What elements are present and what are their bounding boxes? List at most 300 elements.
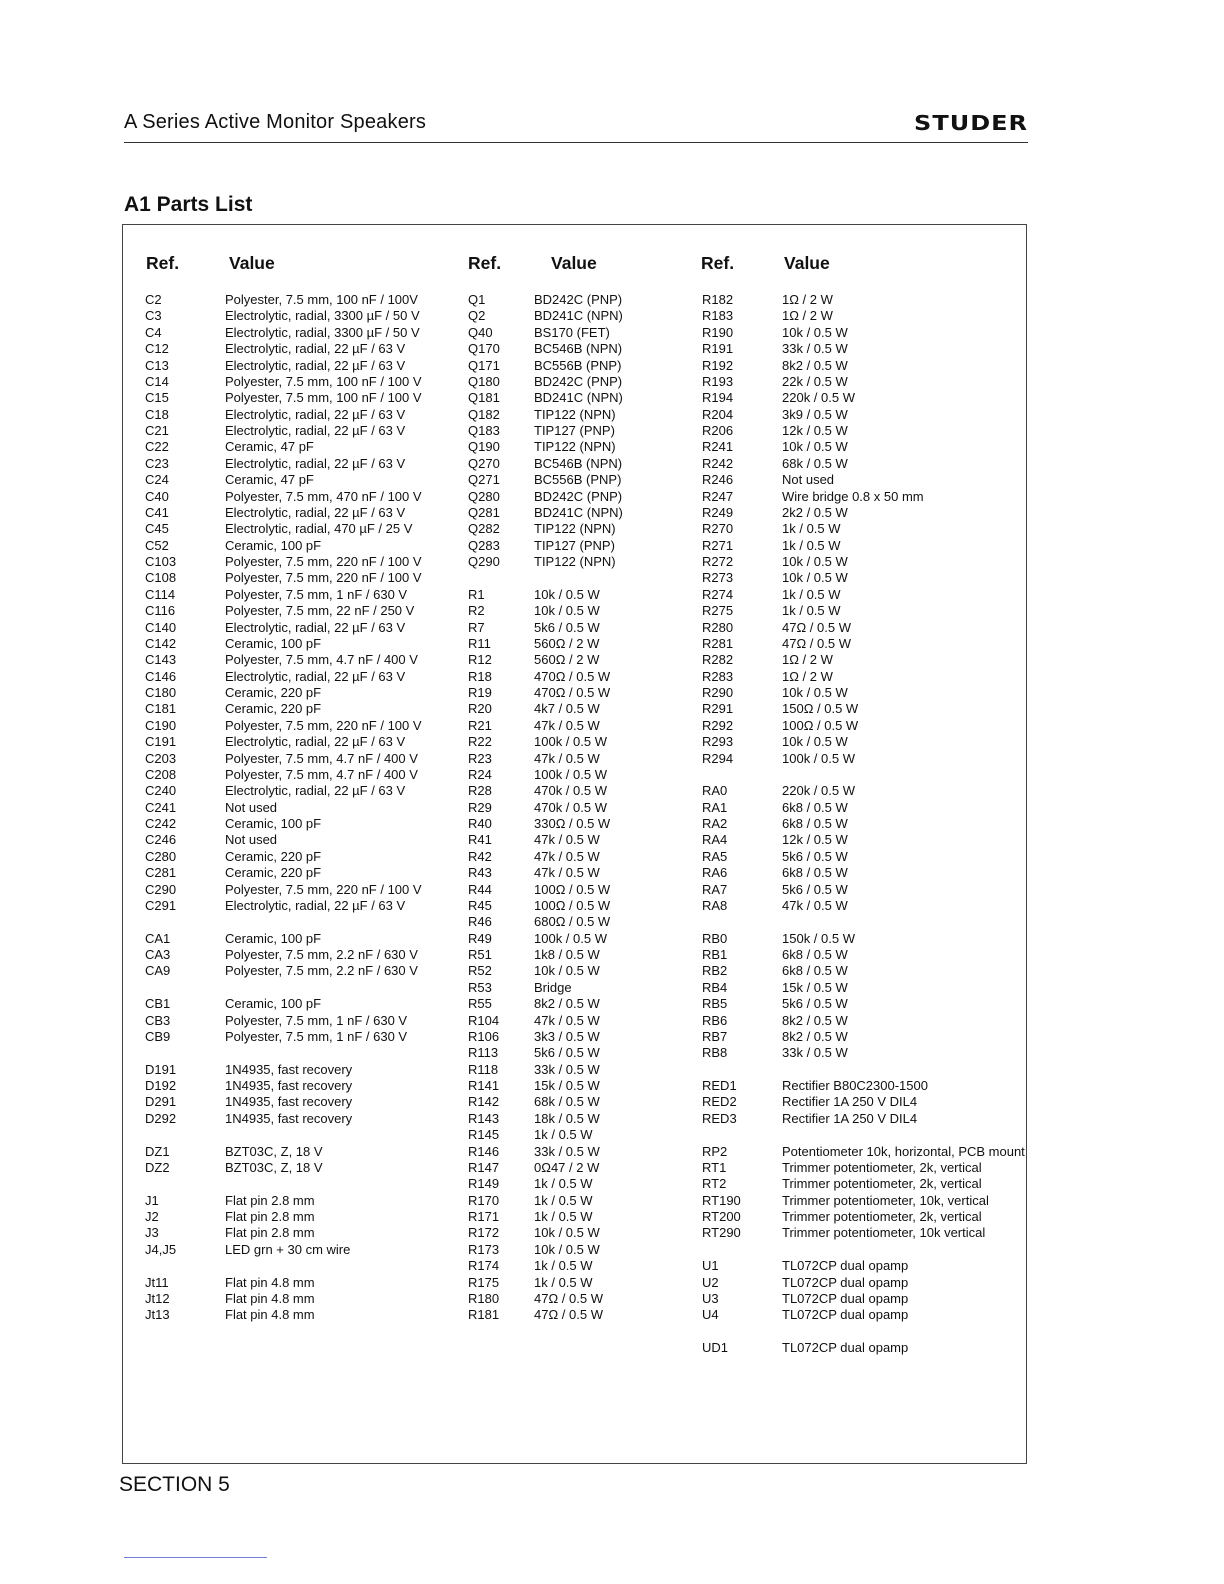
list-item [468,1144,693,1160]
part-ref: R146 [468,1143,500,1159]
part-value: Not used [225,832,278,848]
part-value: Electrolytic, radial, 22 µF / 63 V [225,455,406,471]
part-value: 680Ω / 0.5 W [534,914,611,930]
part-value: Polyester, 7.5 mm, 100 nF / 100 V [225,373,422,389]
list-item [145,685,455,701]
part-ref: UD1 [702,1340,729,1355]
list-item [702,472,1022,488]
part-ref: RT200 [702,1209,741,1224]
part-value: 5k6 / 0.5 W [534,1045,600,1061]
part-ref: RB2 [702,963,728,979]
list-item [145,767,455,783]
list-item [145,456,455,472]
part-ref: Q181 [468,390,500,406]
part-value: Flat pin 4.8 mm [225,1290,315,1306]
part-value: Electrolytic, radial, 22 µF / 63 V [225,423,406,438]
list-item [468,1029,693,1045]
list-item [145,1045,455,1061]
part-ref: R246 [702,472,734,488]
part-value: 10k / 0.5 W [782,324,848,340]
list-item [702,374,1022,390]
part-ref: C45 [145,521,169,537]
part-value: Ceramic, 100 pF [225,996,322,1012]
list-item [702,636,1022,652]
column-header-value-3: Value [784,253,830,273]
part-ref: R41 [468,832,492,848]
part-ref: C13 [145,357,169,373]
part-ref: R204 [702,406,734,422]
part-value: 10k / 0.5 W [782,554,848,569]
list-item [702,456,1022,472]
list-item [145,1258,455,1274]
list-item [468,800,693,816]
list-item [468,947,693,963]
part-value: 1Ω / 2 W [782,292,833,307]
list-item [468,423,693,439]
part-ref: C190 [145,717,177,733]
document-header-title: A Series Active Monitor Speakers [124,111,427,133]
part-ref: C142 [145,635,177,651]
part-ref: R173 [468,1241,500,1257]
list-item [702,505,1022,521]
part-value: 560Ω / 2 W [534,652,600,668]
parts-column-1 [145,292,455,1324]
part-value: Electrolytic, radial, 22 µF / 63 V [225,357,406,373]
list-item [702,1160,1022,1176]
part-value: 47k / 0.5 W [534,1012,600,1028]
part-value: 47k / 0.5 W [782,897,848,913]
part-value: TIP122 (NPN) [534,406,616,422]
list-item [468,882,693,898]
part-ref: R12 [468,652,492,668]
part-ref: R2 [468,603,485,619]
part-value: 15k / 0.5 W [534,1078,600,1093]
list-item [702,1275,1022,1291]
part-value: Electrolytic, radial, 22 µF / 63 V [225,341,406,357]
part-value: 1Ω / 2 W [782,652,833,668]
part-value: 1k8 / 0.5 W [534,947,600,962]
list-item [145,554,455,570]
part-value: Flat pin 2.8 mm [225,1209,315,1224]
part-ref: CB1 [145,996,171,1012]
part-value: Trimmer potentiometer, 10k vertical [782,1225,986,1241]
part-ref: C241 [145,799,177,815]
part-ref: R106 [468,1028,500,1044]
part-ref: R49 [468,930,492,946]
part-ref: R290 [702,685,734,700]
list-item [702,341,1022,357]
part-value: Polyester, 7.5 mm, 4.7 nF / 400 V [225,652,418,668]
list-item [468,1209,693,1225]
part-ref: Q270 [468,455,500,471]
part-ref: DZ1 [145,1143,170,1159]
part-value: 47Ω / 0.5 W [534,1307,603,1323]
part-value: Trimmer potentiometer, 2k, vertical [782,1176,982,1192]
part-value: TL072CP dual opamp [782,1258,909,1274]
part-value: 12k / 0.5 W [782,832,848,848]
part-value: 5k6 / 0.5 W [782,996,848,1012]
part-value: TIP127 (PNP) [534,423,615,438]
list-item [702,1094,1022,1110]
part-ref: D292 [145,1110,177,1126]
list-item [702,685,1022,701]
part-ref: C280 [145,848,177,864]
part-value: Polyester, 7.5 mm, 1 nF / 630 V [225,1012,408,1028]
part-ref: RB7 [702,1028,728,1044]
part-ref: Jt13 [145,1307,170,1323]
list-item [702,358,1022,374]
list-item [702,980,1022,996]
list-item [702,996,1022,1012]
part-value: Bridge [534,979,572,995]
part-value: Polyester, 7.5 mm, 470 nF / 100 V [225,488,422,504]
part-ref: RED2 [702,1094,737,1110]
part-value: 10k / 0.5 W [534,603,600,619]
part-value: 47k / 0.5 W [534,717,600,733]
part-value: 47Ω / 0.5 W [782,619,851,635]
part-value: BD242C (PNP) [534,373,623,389]
part-value: 330Ω / 0.5 W [534,816,611,831]
list-item [468,570,693,586]
part-value: Not used [225,799,278,815]
list-item [702,587,1022,603]
part-ref: RA6 [702,865,728,881]
part-value: Trimmer potentiometer, 2k, vertical [782,1209,982,1224]
list-item [468,587,693,603]
part-ref: C23 [145,455,169,471]
part-ref: RED3 [702,1110,737,1126]
part-value: 470Ω / 0.5 W [534,668,611,684]
list-item [702,538,1022,554]
part-ref: R275 [702,603,734,619]
part-value: Polyester, 7.5 mm, 2.2 nF / 630 V [225,947,418,962]
list-item [702,1209,1022,1225]
part-ref: C291 [145,897,177,913]
part-value: Potentiometer 10k, horizontal, PCB mount [782,1143,1025,1159]
part-ref: J3 [145,1225,159,1241]
list-item [702,783,1022,799]
part-ref: R293 [702,734,734,750]
part-ref: R194 [702,390,734,406]
part-value: 220k / 0.5 W [782,390,855,406]
list-item [468,1078,693,1094]
part-value: 100k / 0.5 W [534,734,607,750]
list-item [702,570,1022,586]
part-value: 10k / 0.5 W [534,586,600,602]
part-value: Flat pin 4.8 mm [225,1307,315,1323]
list-item [702,1324,1022,1340]
list-item [145,570,455,586]
list-item [468,898,693,914]
part-ref: RA8 [702,897,728,913]
part-value: Polyester, 7.5 mm, 220 nF / 100 V [225,881,422,897]
part-value: BC546B (NPN) [534,455,623,471]
part-value: 68k / 0.5 W [782,455,848,471]
list-item [468,1291,693,1307]
list-item [702,865,1022,881]
part-value: 22k / 0.5 W [782,373,848,389]
part-value: TIP122 (NPN) [534,554,616,569]
part-value: 10k / 0.5 W [534,1225,600,1241]
part-ref: C246 [145,832,177,848]
part-value: 1k / 0.5 W [534,1274,593,1290]
part-value: 1k / 0.5 W [782,521,841,537]
list-item [145,1144,455,1160]
list-item [145,947,455,963]
list-item [468,996,693,1012]
part-ref: R141 [468,1078,500,1093]
list-item [468,538,693,554]
part-ref: C191 [145,734,177,750]
part-ref: C103 [145,554,177,569]
list-item [468,1193,693,1209]
column-header-ref-1: Ref. [146,253,180,273]
list-item [145,292,455,308]
list-item [145,1127,455,1143]
list-item [702,1111,1022,1127]
part-value: 47k / 0.5 W [534,750,600,766]
part-value: 8k2 / 0.5 W [782,1012,848,1028]
part-value: 33k / 0.5 W [534,1061,600,1077]
part-ref: C181 [145,701,177,717]
list-item [702,1258,1022,1274]
part-value: 470Ω / 0.5 W [534,685,611,700]
list-item [702,800,1022,816]
part-value: 10k / 0.5 W [782,570,848,586]
list-item [145,701,455,717]
part-value: 1k / 0.5 W [534,1192,593,1208]
part-value: Electrolytic, radial, 22 µF / 63 V [225,734,406,750]
list-item [702,832,1022,848]
part-value: 150Ω / 0.5 W [782,701,859,717]
part-value: 1k / 0.5 W [534,1258,593,1274]
part-ref: RA1 [702,799,728,815]
list-item [702,1225,1022,1241]
list-item [702,1291,1022,1307]
list-item [145,734,455,750]
list-item [468,636,693,652]
part-value: 150k / 0.5 W [782,930,855,946]
part-ref: R181 [468,1307,500,1323]
part-value: Electrolytic, radial, 22 µF / 63 V [225,783,406,799]
list-item [702,439,1022,455]
list-item [468,1160,693,1176]
part-ref: Q282 [468,521,500,537]
part-ref: C140 [145,619,177,635]
list-item [702,292,1022,308]
part-ref: U1 [702,1258,719,1274]
part-ref: R271 [702,537,734,553]
list-item [702,914,1022,930]
part-ref: D192 [145,1078,177,1093]
list-item [702,1078,1022,1094]
list-item [468,325,693,341]
part-ref: C180 [145,685,177,700]
part-ref: C52 [145,537,169,553]
part-ref: Q280 [468,488,500,504]
list-item [468,963,693,979]
part-ref: R104 [468,1012,500,1028]
list-item [468,1275,693,1291]
part-value: 1k / 0.5 W [534,1176,593,1192]
part-value: BZT03C, Z, 18 V [225,1143,323,1159]
list-item [145,587,455,603]
list-item [145,1062,455,1078]
list-item [468,685,693,701]
part-value: Wire bridge 0.8 x 50 mm [782,488,924,504]
list-item [468,505,693,521]
list-item [468,374,693,390]
list-item [145,669,455,685]
part-value: Polyester, 7.5 mm, 220 nF / 100 V [225,717,422,733]
list-item [145,472,455,488]
part-ref: R149 [468,1176,500,1192]
part-ref: R147 [468,1159,500,1175]
part-ref: Q271 [468,472,500,488]
part-ref: C24 [145,472,169,488]
part-ref: RB4 [702,979,728,995]
part-value: 220k / 0.5 W [782,783,855,799]
part-ref: C146 [145,668,177,684]
part-ref: R182 [702,292,734,307]
part-ref: Q171 [468,357,500,373]
part-value: 100k / 0.5 W [534,930,607,946]
part-ref: RA7 [702,881,728,897]
part-ref: RA5 [702,848,728,864]
part-value: Polyester, 7.5 mm, 2.2 nF / 630 V [225,963,418,979]
list-item [702,931,1022,947]
part-value: 3k3 / 0.5 W [534,1028,600,1044]
list-item [145,800,455,816]
part-ref: RB8 [702,1045,728,1061]
section-heading: A1 Parts List [124,193,253,216]
list-item [702,767,1022,783]
list-item [702,898,1022,914]
part-value: TL072CP dual opamp [782,1290,909,1306]
part-value: TIP127 (PNP) [534,537,615,553]
part-value: LED grn + 30 cm wire [225,1241,351,1257]
list-item [702,963,1022,979]
part-ref: CB9 [145,1028,171,1044]
part-value: Electrolytic, radial, 22 µF / 63 V [225,406,406,422]
part-value: 12k / 0.5 W [782,423,848,438]
list-item [468,865,693,881]
part-value: 10k / 0.5 W [782,685,848,700]
list-item [145,1029,455,1045]
list-item [702,1176,1022,1192]
list-item [702,816,1022,832]
part-value: 5k6 / 0.5 W [782,881,848,897]
list-item [702,669,1022,685]
part-value: Ceramic, 47 pF [225,472,314,488]
list-item [468,603,693,619]
part-ref: R19 [468,685,492,700]
part-ref: Q40 [468,324,493,340]
part-value: 10k / 0.5 W [782,439,848,455]
list-item [468,1242,693,1258]
list-item [702,390,1022,406]
part-ref: C108 [145,570,177,586]
list-item [702,1242,1022,1258]
part-value: Polyester, 7.5 mm, 1 nF / 630 V [225,1028,408,1044]
part-value: BC546B (NPN) [534,341,623,357]
list-item [145,423,455,439]
part-value: Ceramic, 220 pF [225,848,322,864]
list-item [702,701,1022,717]
part-value: 47Ω / 0.5 W [534,1290,603,1306]
part-ref: R23 [468,750,492,766]
part-value: 18k / 0.5 W [534,1110,600,1126]
list-item [468,980,693,996]
part-ref: C281 [145,865,177,881]
part-value: Rectifier 1A 250 V DIL4 [782,1094,918,1110]
list-item [145,325,455,341]
list-item [145,1242,455,1258]
list-item [145,489,455,505]
part-value: BZT03C, Z, 18 V [225,1159,323,1175]
list-item [145,636,455,652]
list-item [702,521,1022,537]
part-ref: R183 [702,308,734,324]
list-item [145,1209,455,1225]
part-value: TL072CP dual opamp [782,1274,909,1290]
list-item [468,849,693,865]
part-ref: CA1 [145,930,171,946]
list-item [468,472,693,488]
part-ref: CB3 [145,1012,171,1028]
part-ref: R247 [702,488,734,504]
part-ref: R44 [468,881,492,897]
list-item [468,1176,693,1192]
part-value: 68k / 0.5 W [534,1094,600,1110]
part-ref: RED1 [702,1078,737,1093]
part-ref: DZ2 [145,1159,170,1175]
part-value: 15k / 0.5 W [782,979,848,995]
part-ref: R174 [468,1258,500,1274]
list-item [702,718,1022,734]
part-value: 470k / 0.5 W [534,783,607,799]
list-item [468,620,693,636]
list-item [468,358,693,374]
part-value: 1k / 0.5 W [782,586,841,602]
part-value: 6k8 / 0.5 W [782,816,848,831]
part-value: BD241C (NPN) [534,308,623,324]
list-item [145,358,455,374]
part-value: 10k / 0.5 W [782,734,848,750]
list-item [145,308,455,324]
part-ref: R113 [468,1045,499,1061]
part-value: 1k / 0.5 W [534,1209,593,1224]
part-value: 1Ω / 2 W [782,308,833,324]
part-value: Flat pin 4.8 mm [225,1274,315,1290]
part-ref: R281 [702,635,734,651]
part-ref: Q183 [468,423,500,438]
part-ref: R1 [468,586,485,602]
part-value: 1N4935, fast recovery [225,1061,353,1077]
list-item [145,898,455,914]
list-item [145,1225,455,1241]
part-ref: R45 [468,897,492,913]
part-value: 8k2 / 0.5 W [782,1028,848,1044]
part-ref: Q281 [468,504,500,520]
part-value: Electrolytic, radial, 22 µF / 63 V [225,668,406,684]
part-ref: C2 [145,292,162,307]
part-value: 33k / 0.5 W [782,341,848,357]
list-item [145,783,455,799]
list-item [468,1111,693,1127]
part-ref: R294 [702,750,734,766]
list-item [468,914,693,930]
